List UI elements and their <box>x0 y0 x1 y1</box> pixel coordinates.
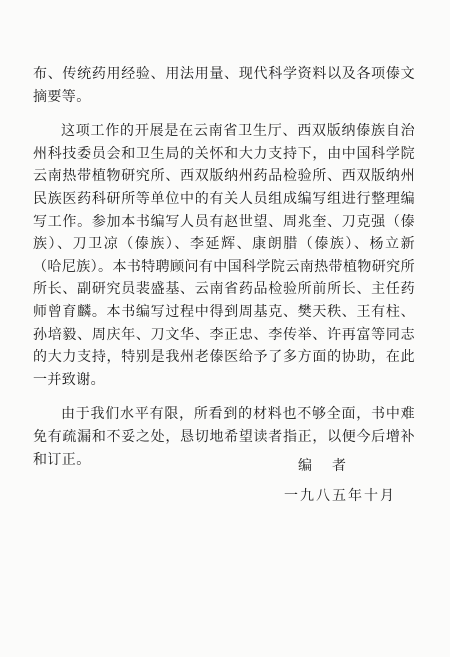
paragraph-acknowledgements: 这项工作的开展是在云南省卫生厅、西双版纳傣族自治州科技委员会和卫生局的关怀和大力支持下，由中国科学院云南热带植物研究所、西双版纳州药品检验所、西双版纳州民族医药科研所等单位中的有关人员组成编写组进行整理编写工作。参加本书编写人员有赵世望、周兆奎、刀克强（傣族）、刀卫凉（傣族）、李延辉、康朗腊（傣族）、杨立新（哈尼族）。本书特聘顾问有中国科学院云南热带植物研究所所长、副研究员裴盛基、云南省药品检验所前所长、主任药师曾育麟。本书编写过程中得到周基克、樊天秩、王有柱、孙培毅、周庆年、刀文华、李正忠、李传举、许再富等同志的大力支持，特别是我州老傣医给予了多方面的协助，在此一并致谢。 <box>33 123 415 388</box>
paragraph-continuation: 布、传统药用经验、用法用量、现代科学资料以及各项傣文摘要等。 <box>33 66 415 105</box>
paragraph-gap <box>33 391 415 403</box>
paragraph-closing: 由于我们水平有限，所看到的材料也不够全面，书中难免有疏漏和不妥之处，恳切地希望读者指正，以便今后增补和订正。 <box>33 406 415 468</box>
signature-date: 一九八五年十月 <box>284 488 396 504</box>
signature-editor: 编者 <box>298 458 366 474</box>
preface-body <box>33 63 415 471</box>
paragraph-gap <box>33 108 415 120</box>
